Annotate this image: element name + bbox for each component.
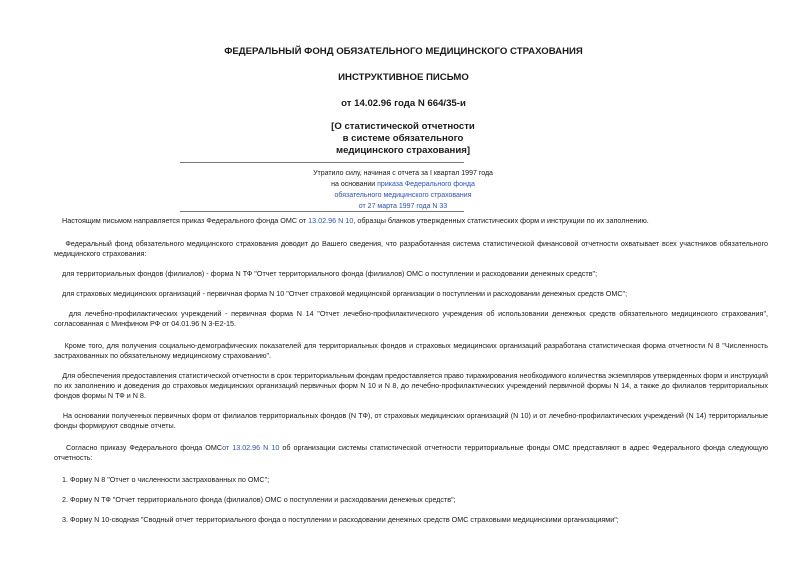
note-line-1: Утратило силу, начиная с отчета за I квартал 1997 года	[313, 170, 493, 177]
paragraph-8	[54, 411, 768, 431]
item-1-text: 1. Форму N 8 "Отчет о численности застрахованных по ОМС";	[62, 475, 270, 484]
paragraph-7	[54, 371, 768, 401]
note-prefix: на основании	[331, 181, 378, 188]
order-link[interactable]: приказа Федерального фонда	[377, 181, 475, 188]
p2-text: Федеральный фонд обязательного медицинского страхования доводит до Вашего сведения, что разработанная система статистической финансовой отчетности охватывает всех участников обязательного медицинского страхования:	[54, 239, 768, 258]
repeal-note	[270, 168, 536, 212]
paragraph-3	[54, 269, 768, 279]
p8-text: На основании полученных первичных форм от филиалов территориальных фондов (N ТФ), от страховых медицинских организаций (N 10) и от лечебно-профилактических учреждений (N 14) территориальные фонды формируют сводные отчеты.	[54, 411, 768, 430]
list-item-3	[54, 515, 768, 525]
paragraph-5	[54, 309, 768, 329]
item-3-text: 3. Форму N 10-сводная "Сводный отчет территориального фонда о поступлении и расходовании денежных средств ОМС страховыми медицинскими организациями";	[62, 515, 619, 524]
title-line-1: [О статистической отчетности	[331, 121, 475, 132]
date-number-heading: от 14.02.96 года N 664/35-и	[341, 98, 466, 109]
divider-bottom	[180, 211, 464, 212]
title-line-3: медицинского страхования]	[335, 145, 471, 156]
document-title	[318, 121, 488, 157]
divider-top	[180, 162, 464, 163]
p3-text: для территориальных фондов (филиалов) - форма N ТФ "Отчет территориального фонда (филиалов) ОМС о поступлении и расходовании денежных средств";	[62, 269, 598, 278]
paragraph-9	[54, 443, 768, 463]
order-link-line-2[interactable]: обязательного медицинского страхования	[334, 192, 472, 199]
order-link-line-3[interactable]: от 27 марта 1997 года N 33	[358, 203, 448, 210]
org-heading: ФЕДЕРАЛЬНЫЙ ФОНД ОБЯЗАТЕЛЬНОГО МЕДИЦИНСКОГО СТРАХОВАНИЯ	[224, 46, 583, 57]
p4-text: для страховых медицинских организаций - первичная форма N 10 "Отчет страховой медицинской организации о поступлении и расходовании денежных средств ОМС";	[62, 289, 628, 298]
doc-type-heading: ИНСТРУКТИВНОЕ ПИСЬМО	[338, 72, 469, 83]
title-line-2: в системе обязательного	[342, 133, 464, 144]
item-2-text: 2. Форму N ТФ "Отчет территориального фонда (филиалов) ОМС о поступлении и расходовании денежных средств";	[62, 495, 456, 504]
p9-text-b: об организации системы статистической отчетности территориальные фонды ОМС представляют в адрес Федерального фонда следующую отчетность:	[54, 443, 768, 462]
note-line-2	[270, 179, 536, 190]
paragraph-1	[54, 216, 768, 226]
paragraph-2	[54, 239, 768, 259]
paragraph-4	[54, 289, 768, 299]
p1-text-b: , образцы бланков утвержденных статистических форм и инструкции по их заполнению.	[353, 216, 649, 225]
list-item-1	[54, 475, 768, 485]
order-10-link[interactable]: 13.02.96 N 10	[308, 216, 354, 225]
p5-text: для лечебно-профилактических учреждений - первичная форма N 14 "Отчет лечебно-профилактического учреждения об использовании денежных средств обязательного медицинского страхования", согласованная с Минфином РФ от 04.01.96 N 3-Е2-15.	[54, 309, 768, 328]
p6-text: Кроме того, для получения социально-демографических показателей для территориальных фондов и страховых медицинских организаций разработана статистическая форма отчетности N 8 "Численность застрахованных по обязательному медицинскому страхованию".	[54, 341, 768, 360]
list-item-2	[54, 495, 768, 505]
paragraph-6	[54, 341, 768, 361]
order-10-link-2[interactable]: от 13.02.96 N 10	[222, 443, 280, 452]
p9-text-a: Согласно приказу Федерального фонда ОМС	[66, 443, 223, 452]
p1-text-a: Настоящим письмом направляется приказ Федерального фонда ОМС от	[62, 216, 309, 225]
p7-text: Для обеспечения предоставления статистической отчетности в срок территориальным фондам предоставляется право тиражирования необходимого количества экземпляров утвержденных форм и инструкций по их заполнению и доведения до страховых медицинских организаций первичных форм N 10 и N 8, до лечебно-профилактических учреждений первичной формы N 14, а также до филиалов территориальных фондов формы N ТФ и N 8.	[54, 371, 768, 400]
